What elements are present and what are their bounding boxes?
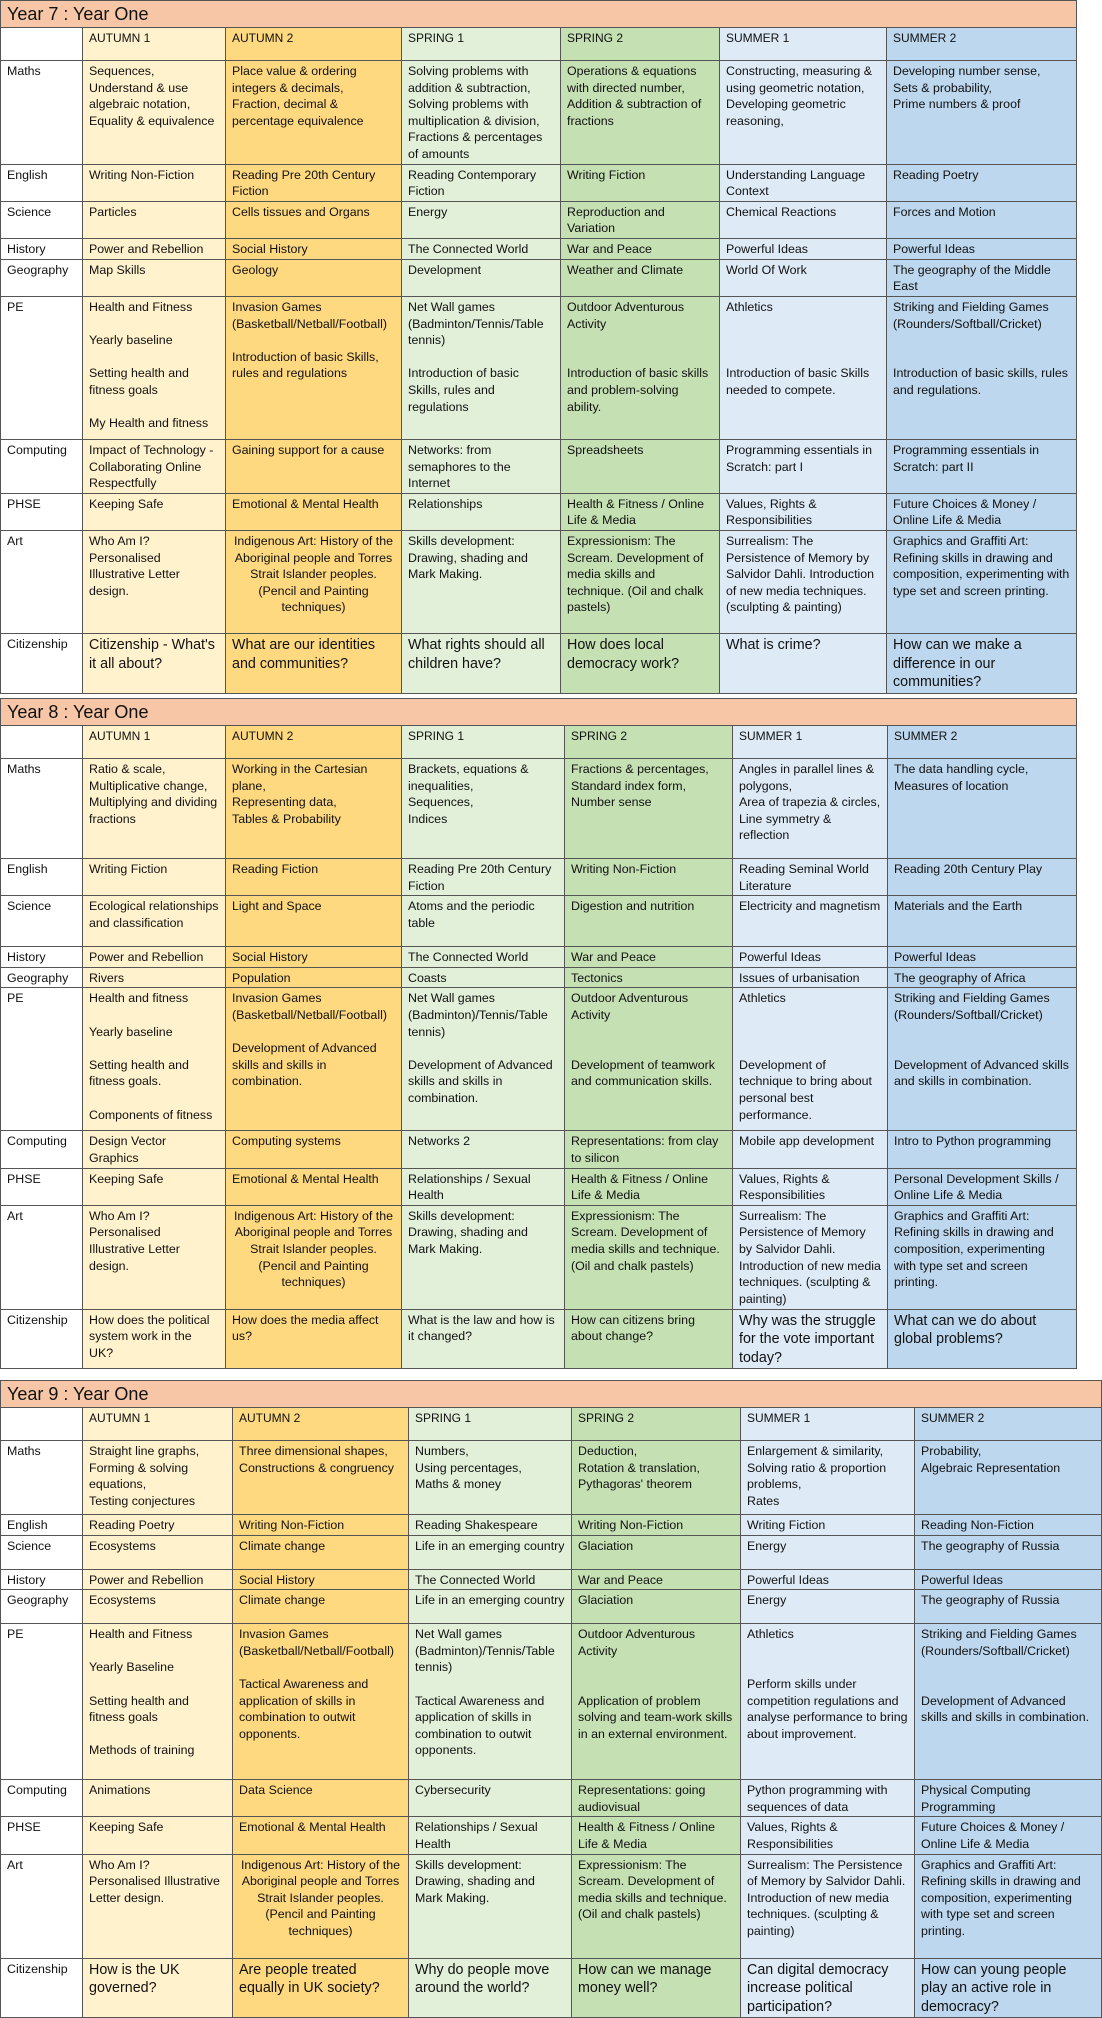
subject-row-citizenship (1, 633, 1077, 693)
topic-cell: Ecosystems (83, 1590, 233, 1624)
year-9-block (0, 1380, 1102, 2018)
topic-cell: Net Wall games (Badminton/Tennis/Table tennis) Introduction of basic Skills, rules and regulations (402, 296, 561, 439)
topic-cell: What are our identities and communities? (226, 633, 402, 693)
topic-cell: Relationships / Sexual Health (409, 1817, 572, 1854)
topic-cell: Geology (226, 259, 402, 296)
topic-cell: Writing Fiction (561, 164, 720, 201)
topic-cell: Why was the struggle for the vote important today? (733, 1309, 888, 1369)
year-title: Year 7 : Year One (1, 1, 1077, 28)
topic-cell: Spreadsheets (561, 439, 720, 493)
topic-cell: Energy (402, 201, 561, 238)
topic-cell: Networks: from semaphores to the Internet (402, 439, 561, 493)
topic-cell: Surrealism: The Persistence of Memory by Salvidor Dahli. Introduction of new media techniques. (sculpting & painting) (720, 530, 887, 633)
topic-cell: Development (402, 259, 561, 296)
topic-cell: Understanding Language Context (720, 164, 887, 201)
topic-cell: What rights should all children have? (402, 633, 561, 693)
topic-cell: How can we make a difference in our communities? (887, 633, 1077, 693)
topic-cell: Climate change (233, 1535, 409, 1569)
topic-cell: Writing Fiction (83, 859, 226, 896)
topic-cell: How does the political system work in the UK? (83, 1309, 226, 1369)
topic-cell: Cybersecurity (409, 1780, 572, 1817)
subject-label: Citizenship (1, 1958, 83, 2018)
topic-cell: Angles in parallel lines & polygons, Area of trapezia & circles, Line symmetry & reflection (733, 759, 888, 859)
topic-cell: How does the media affect us? (226, 1309, 402, 1369)
topic-cell: Health and Fitness Yearly Baseline Setting health and fitness goals Methods of training (83, 1624, 233, 1780)
topic-cell: Powerful Ideas (915, 1569, 1102, 1590)
year-title: Year 8 : Year One (1, 699, 1077, 726)
topic-cell: Powerful Ideas (733, 947, 888, 968)
topic-cell: Keeping Safe (83, 1817, 233, 1854)
topic-cell: Expressionism: The Scream. Development of media skills and technique. (Oil and chalk pastels) (561, 530, 720, 633)
subject-row-english (1, 859, 1077, 896)
topic-cell: Writing Fiction (741, 1515, 915, 1536)
topic-cell: Powerful Ideas (887, 239, 1077, 260)
subject-label: History (1, 947, 83, 968)
topic-cell: The Connected World (402, 947, 565, 968)
subject-label: History (1, 1569, 83, 1590)
topic-cell: Expressionism: The Scream. Development of media skills and technique. (Oil and chalk pastels) (565, 1205, 733, 1309)
subject-label: English (1, 859, 83, 896)
topic-cell: Social History (226, 947, 402, 968)
subject-row-pe (1, 988, 1077, 1131)
topic-cell: Constructing, measuring & using geometric notation, Developing geometric reasoning, (720, 61, 887, 165)
topic-cell: The Connected World (409, 1569, 572, 1590)
topic-cell: How does local democracy work? (561, 633, 720, 693)
topic-cell: Powerful Ideas (741, 1569, 915, 1590)
subject-label: Art (1, 530, 83, 633)
subject-label: Art (1, 1854, 83, 1958)
topic-cell: Straight line graphs, Forming & solving equations, Testing conjectures (83, 1441, 233, 1515)
topic-cell: Light and Space (226, 896, 402, 947)
year-7-block (0, 0, 1077, 694)
topic-cell: Outdoor Adventurous Activity Development of teamwork and communication skills. (565, 988, 733, 1131)
subject-label: Science (1, 896, 83, 947)
topic-cell: Climate change (233, 1590, 409, 1624)
topic-cell: Net Wall games (Badminton)/Tennis/Table tennis) Tactical Awareness and application of skills in combination to outwit opponents. (409, 1624, 572, 1780)
subject-row-english (1, 164, 1077, 201)
topic-cell: How can citizens bring about change? (565, 1309, 733, 1369)
topic-cell: Animations (83, 1780, 233, 1817)
topic-cell: Emotional & Mental Health (233, 1817, 409, 1854)
year-7-table (0, 0, 1077, 694)
topic-cell: Ratio & scale, Multiplicative change, Multiplying and dividing fractions (83, 759, 226, 859)
term-header: SPRING 2 (561, 28, 720, 61)
term-header: SUMMER 1 (741, 1408, 915, 1441)
topic-cell: Life in an emerging country (409, 1535, 572, 1569)
topic-cell: How is the UK governed? (83, 1958, 233, 2018)
term-header: AUTUMN 2 (226, 28, 402, 61)
subject-label: PE (1, 988, 83, 1131)
topic-cell: Materials and the Earth (888, 896, 1077, 947)
topic-cell: Health & Fitness / Online Life & Media (565, 1168, 733, 1205)
topic-cell: Keeping Safe (83, 1168, 226, 1205)
term-header: SUMMER 2 (888, 726, 1077, 759)
topic-cell: Athletics Perform skills under competition regulations and analyse performance to bring about improvement. (741, 1624, 915, 1780)
topic-cell: Glaciation (572, 1535, 741, 1569)
topic-cell: Future Choices & Money / Online Life & Media (887, 493, 1077, 530)
topic-cell: Reading Poetry (887, 164, 1077, 201)
topic-cell: How can we manage money well? (572, 1958, 741, 2018)
topic-cell: Developing number sense, Sets & probability, Prime numbers & proof (887, 61, 1077, 165)
subject-label: History (1, 239, 83, 260)
topic-cell: Are people treated equally in UK society? (233, 1958, 409, 2018)
subject-row-art (1, 530, 1077, 633)
subject-row-maths (1, 1441, 1102, 1515)
topic-cell: World Of Work (720, 259, 887, 296)
topic-cell: Population (226, 967, 402, 988)
year-8-table (0, 698, 1077, 1369)
topic-cell: Who Am I? Personalised Illustrative Letter design. (83, 530, 226, 633)
subject-row-maths (1, 759, 1077, 859)
topic-cell: Cells tissues and Organs (226, 201, 402, 238)
topic-cell: Data Science (233, 1780, 409, 1817)
topic-cell: Who Am I? Personalised Illustrative Letter design. (83, 1205, 226, 1309)
topic-cell: Computing systems (226, 1131, 402, 1168)
topic-cell: What can we do about global problems? (888, 1309, 1077, 1369)
topic-cell: Python programming with sequences of data (741, 1780, 915, 1817)
term-header: SPRING 2 (565, 726, 733, 759)
topic-cell: Skills development: Drawing, shading and Mark Making. (402, 1205, 565, 1309)
subject-row-english (1, 1515, 1102, 1536)
topic-cell: Emotional & Mental Health (226, 1168, 402, 1205)
topic-cell: Power and Rebellion (83, 1569, 233, 1590)
topic-cell: Representations: going audiovisual (572, 1780, 741, 1817)
subject-label: Citizenship (1, 1309, 83, 1369)
topic-cell: Reading Fiction (226, 859, 402, 896)
topic-cell: Athletics Development of technique to bring about personal best performance. (733, 988, 888, 1131)
topic-cell: The geography of Africa (888, 967, 1077, 988)
topic-cell: Keeping Safe (83, 493, 226, 530)
topic-cell: Future Choices & Money / Online Life & Media (915, 1817, 1102, 1854)
term-header: SPRING 1 (402, 28, 561, 61)
subject-label: PE (1, 296, 83, 439)
topic-cell: Graphics and Graffiti Art: Refining skills in drawing and composition, experimenting with type set and screen printing. (915, 1854, 1102, 1958)
subject-row-history (1, 239, 1077, 260)
subject-label: Science (1, 1535, 83, 1569)
subject-label: PHSE (1, 1168, 83, 1205)
topic-cell: Power and Rebellion (83, 947, 226, 968)
topic-cell: War and Peace (565, 947, 733, 968)
topic-cell: Health and Fitness Yearly baseline Setting health and fitness goals My Health and fitness (83, 296, 226, 439)
subject-row-computing (1, 439, 1077, 493)
subject-row-phse (1, 1817, 1102, 1854)
topic-cell: Operations & equations with directed number, Addition & subtraction of fractions (561, 61, 720, 165)
subject-label: Citizenship (1, 633, 83, 693)
year-8-block (0, 698, 1077, 1369)
topic-cell: The geography of Russia (915, 1535, 1102, 1569)
topic-cell: Values, Rights & Responsibilities (720, 493, 887, 530)
topic-cell: Writing Non-Fiction (233, 1515, 409, 1536)
topic-cell: Reading 20th Century Play (888, 859, 1077, 896)
subject-row-geography (1, 1590, 1102, 1624)
subject-row-computing (1, 1780, 1102, 1817)
topic-cell: Citizenship - What's it all about? (83, 633, 226, 693)
topic-cell: Social History (233, 1569, 409, 1590)
subject-label: English (1, 164, 83, 201)
topic-cell: Who Am I? Personalised Illustrative Letter design. (83, 1854, 233, 1958)
topic-cell: The data handling cycle, Measures of location (888, 759, 1077, 859)
topic-cell: Programming essentials in Scratch: part I (720, 439, 887, 493)
topic-cell: Powerful Ideas (720, 239, 887, 260)
topic-cell: Reading Contemporary Fiction (402, 164, 561, 201)
topic-cell: Skills development: Drawing, shading and Mark Making. (402, 530, 561, 633)
topic-cell: Indigenous Art: History of the Aboriginal people and Torres Strait Islander peoples. (Pencil and Painting techniques) (233, 1854, 409, 1958)
topic-cell: Invasion Games (Basketball/Netball/Football) Introduction of basic Skills, rules and regulations (226, 296, 402, 439)
topic-cell: War and Peace (572, 1569, 741, 1590)
topic-cell: Ecosystems (83, 1535, 233, 1569)
topic-cell: Emotional & Mental Health (226, 493, 402, 530)
subject-label: Art (1, 1205, 83, 1309)
topic-cell: Digestion and nutrition (565, 896, 733, 947)
subject-row-art (1, 1205, 1077, 1309)
term-header: AUTUMN 2 (226, 726, 402, 759)
subject-label: PHSE (1, 493, 83, 530)
term-header: SPRING 1 (409, 1408, 572, 1441)
topic-cell: Power and Rebellion (83, 239, 226, 260)
subject-row-phse (1, 493, 1077, 530)
subject-row-geography (1, 967, 1077, 988)
topic-cell: Chemical Reactions (720, 201, 887, 238)
topic-cell: Life in an emerging country (409, 1590, 572, 1624)
topic-cell: Social History (226, 239, 402, 260)
topic-cell: Working in the Cartesian plane, Representing data, Tables & Probability (226, 759, 402, 859)
topic-cell: Relationships / Sexual Health (402, 1168, 565, 1205)
topic-cell: Reading Poetry (83, 1515, 233, 1536)
subject-label: Maths (1, 759, 83, 859)
term-header: SUMMER 2 (887, 28, 1077, 61)
topic-cell: The geography of Russia (915, 1590, 1102, 1624)
topic-cell: Striking and Fielding Games (Rounders/Softball/Cricket) Introduction of basic skills, rules and regulations. (887, 296, 1077, 439)
topic-cell: Powerful Ideas (888, 947, 1077, 968)
topic-cell: Indigenous Art: History of the Aboriginal people and Torres Strait Islander peoples. (Pencil and Painting techniques) (226, 1205, 402, 1309)
topic-cell: War and Peace (561, 239, 720, 260)
topic-cell: How can young people play an active role in democracy? (915, 1958, 1102, 2018)
topic-cell: What is crime? (720, 633, 887, 693)
subject-label: PE (1, 1624, 83, 1780)
topic-cell: Skills development: Drawing, shading and Mark Making. (409, 1854, 572, 1958)
corner-cell (1, 1408, 83, 1441)
corner-cell (1, 726, 83, 759)
subject-row-computing (1, 1131, 1077, 1168)
subject-row-citizenship (1, 1309, 1077, 1369)
topic-cell: What is the law and how is it changed? (402, 1309, 565, 1369)
topic-cell: Issues of urbanisation (733, 967, 888, 988)
term-header: AUTUMN 2 (233, 1408, 409, 1441)
topic-cell: Mobile app development (733, 1131, 888, 1168)
topic-cell: The Connected World (402, 239, 561, 260)
subject-row-phse (1, 1168, 1077, 1205)
topic-cell: Reading Shakespeare (409, 1515, 572, 1536)
topic-cell: Physical Computing Programming (915, 1780, 1102, 1817)
year-title: Year 9 : Year One (1, 1381, 1102, 1408)
topic-cell: Writing Non-Fiction (83, 164, 226, 201)
topic-cell: Brackets, equations & inequalities, Sequences, Indices (402, 759, 565, 859)
topic-cell: Net Wall games (Badminton)/Tennis/Table tennis) Development of Advanced skills and skills in combination. (402, 988, 565, 1131)
topic-cell: Personal Development Skills / Online Life & Media (888, 1168, 1077, 1205)
topic-cell: Intro to Python programming (888, 1131, 1077, 1168)
term-header: AUTUMN 1 (83, 726, 226, 759)
subject-label: Maths (1, 1441, 83, 1515)
topic-cell: Sequences, Understand & use algebraic notation, Equality & equivalence (83, 61, 226, 165)
subject-row-history (1, 947, 1077, 968)
topic-cell: Reading Seminal World Literature (733, 859, 888, 896)
subject-row-geography (1, 259, 1077, 296)
topic-cell: Reading Pre 20th Century Fiction (226, 164, 402, 201)
topic-cell: Relationships (402, 493, 561, 530)
topic-cell: Glaciation (572, 1590, 741, 1624)
term-header: SUMMER 1 (720, 28, 887, 61)
topic-cell: Coasts (402, 967, 565, 988)
subject-label: English (1, 1515, 83, 1536)
topic-cell: Health & Fitness / Online Life & Media (572, 1817, 741, 1854)
topic-cell: Striking and Fielding Games (Rounders/Softball/Cricket) Development of Advanced skills and skills in combination. (888, 988, 1077, 1131)
subject-label: Science (1, 201, 83, 238)
topic-cell: Solving problems with addition & subtraction, Solving problems with multiplication & division, Fractions & percentages of amounts (402, 61, 561, 165)
term-header: SUMMER 2 (915, 1408, 1102, 1441)
topic-cell: Health and fitness Yearly baseline Setting health and fitness goals. Components of fitness (83, 988, 226, 1131)
subject-row-art (1, 1854, 1102, 1958)
topic-cell: Graphics and Graffiti Art: Refining skills in drawing and composition, experimenting with type set and screen printing. (887, 530, 1077, 633)
topic-cell: Numbers, Using percentages, Maths & money (409, 1441, 572, 1515)
topic-cell: Invasion Games (Basketball/Netball/Football) Development of Advanced skills and skills in combination. (226, 988, 402, 1131)
year-9-table (0, 1380, 1102, 2018)
subject-label: Geography (1, 1590, 83, 1624)
topic-cell: Electricity and magnetism (733, 896, 888, 947)
subject-row-pe (1, 1624, 1102, 1780)
term-header: SPRING 1 (402, 726, 565, 759)
topic-cell: Gaining support for a cause (226, 439, 402, 493)
subject-label: Computing (1, 1780, 83, 1817)
topic-cell: The geography of the Middle East (887, 259, 1077, 296)
topic-cell: Striking and Fielding Games (Rounders/Softball/Cricket) Development of Advanced skills and skills in combination. (915, 1624, 1102, 1780)
topic-cell: Deduction, Rotation & translation, Pythagoras' theorem (572, 1441, 741, 1515)
subject-row-science (1, 201, 1077, 238)
topic-cell: Weather and Climate (561, 259, 720, 296)
subject-label: Computing (1, 439, 83, 493)
topic-cell: Health & Fitness / Online Life & Media (561, 493, 720, 530)
subject-row-citizenship (1, 1958, 1102, 2018)
subject-label: Geography (1, 259, 83, 296)
topic-cell: Ecological relationships and classification (83, 896, 226, 947)
corner-cell (1, 28, 83, 61)
topic-cell: Programming essentials in Scratch: part II (887, 439, 1077, 493)
topic-cell: Indigenous Art: History of the Aboriginal people and Torres Strait Islander peoples. (Pencil and Painting techniques) (226, 530, 402, 633)
topic-cell: Reproduction and Variation (561, 201, 720, 238)
topic-cell: Writing Non-Fiction (572, 1515, 741, 1536)
topic-cell: Particles (83, 201, 226, 238)
topic-cell: Reading Non-Fiction (915, 1515, 1102, 1536)
topic-cell: Graphics and Graffiti Art: Refining skills in drawing and composition, experimenting with type set and screen printing. (888, 1205, 1077, 1309)
topic-cell: Probability, Algebraic Representation (915, 1441, 1102, 1515)
subject-label: Computing (1, 1131, 83, 1168)
subject-label: Geography (1, 967, 83, 988)
term-header: AUTUMN 1 (83, 1408, 233, 1441)
topic-cell: Athletics Introduction of basic Skills needed to compete. (720, 296, 887, 439)
topic-cell: Design Vector Graphics (83, 1131, 226, 1168)
topic-cell: Map Skills (83, 259, 226, 296)
topic-cell: Surrealism: The Persistence of Memory by Salvidor Dahli. Introduction of new media techniques. (sculpting & painting) (741, 1854, 915, 1958)
topic-cell: Expressionism: The Scream. Development of media skills and technique. (Oil and chalk pastels) (572, 1854, 741, 1958)
term-header: AUTUMN 1 (83, 28, 226, 61)
subject-label: PHSE (1, 1817, 83, 1854)
topic-cell: Networks 2 (402, 1131, 565, 1168)
subject-row-science (1, 896, 1077, 947)
topic-cell: Forces and Motion (887, 201, 1077, 238)
topic-cell: Surrealism: The Persistence of Memory by Salvidor Dahli. Introduction of new media techniques. (sculpting & painting) (733, 1205, 888, 1309)
topic-cell: Outdoor Adventurous Activity Application of problem solving and team-work skills in an external environment. (572, 1624, 741, 1780)
subject-label: Maths (1, 61, 83, 165)
topic-cell: Outdoor Adventurous Activity Introduction of basic skills and problem-solving ability. (561, 296, 720, 439)
topic-cell: Why do people move around the world? (409, 1958, 572, 2018)
topic-cell: Energy (741, 1590, 915, 1624)
topic-cell: Reading Pre 20th Century Fiction (402, 859, 565, 896)
subject-row-science (1, 1535, 1102, 1569)
subject-row-pe (1, 296, 1077, 439)
topic-cell: Three dimensional shapes, Constructions & congruency (233, 1441, 409, 1515)
topic-cell: Impact of Technology - Collaborating Online Respectfully (83, 439, 226, 493)
topic-cell: Can digital democracy increase political participation? (741, 1958, 915, 2018)
topic-cell: Fractions & percentages, Standard index form, Number sense (565, 759, 733, 859)
topic-cell: Enlargement & similarity, Solving ratio & proportion problems, Rates (741, 1441, 915, 1515)
subject-row-maths (1, 61, 1077, 165)
topic-cell: Writing Non-Fiction (565, 859, 733, 896)
topic-cell: Place value & ordering integers & decimals, Fraction, decimal & percentage equivalence (226, 61, 402, 165)
term-header: SPRING 2 (572, 1408, 741, 1441)
topic-cell: Representations: from clay to silicon (565, 1131, 733, 1168)
topic-cell: Invasion Games (Basketball/Netball/Football) Tactical Awareness and application of skills in combination to outwit opponents. (233, 1624, 409, 1780)
topic-cell: Tectonics (565, 967, 733, 988)
term-header: SUMMER 1 (733, 726, 888, 759)
topic-cell: Values, Rights & Responsibilities (741, 1817, 915, 1854)
topic-cell: Values, Rights & Responsibilities (733, 1168, 888, 1205)
subject-row-history (1, 1569, 1102, 1590)
topic-cell: Rivers (83, 967, 226, 988)
topic-cell: Atoms and the periodic table (402, 896, 565, 947)
topic-cell: Energy (741, 1535, 915, 1569)
